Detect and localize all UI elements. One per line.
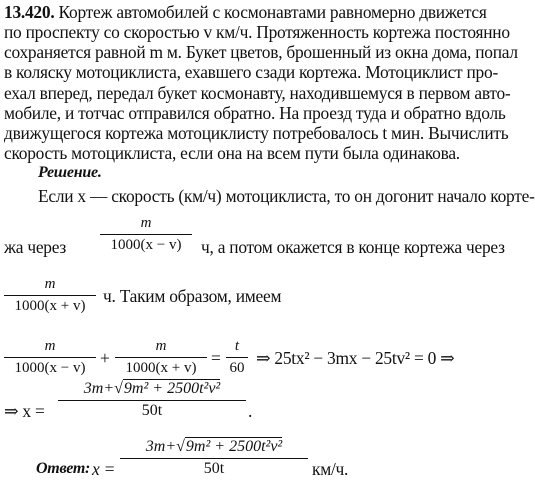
answer-label: Ответ:: [36, 460, 91, 477]
answer-unit: км/ч.: [312, 459, 349, 479]
solution-heading: Решение.: [38, 164, 102, 181]
problem-line-3: сохраняется равной m м. Букет цветов, брошенный из окна дома, попал: [4, 42, 518, 62]
problem-number: 13.420.: [4, 2, 55, 22]
problem-line-6: мобиле, и тотчас отправился обратно. На проезд туда и обратно вдоль: [4, 103, 506, 123]
equation-rhs: ⇒ 25tx² − 3mx − 25tv² = 0 ⇒: [256, 348, 455, 368]
solution-line-2-start: жа через: [4, 237, 67, 257]
plus-sign: +: [100, 348, 110, 368]
problem-line-1: [4, 1, 487, 23]
fraction-denominator: 1000(x + v): [115, 357, 207, 377]
equals-sign: =: [211, 348, 221, 368]
fraction-m-over-x-minus-v: [100, 214, 192, 254]
eq-fraction-1: [4, 337, 96, 377]
sqrt-icon: √: [114, 380, 123, 397]
x-equals: ⇒ x =: [4, 401, 45, 421]
answer-x-equals: x =: [92, 459, 116, 479]
fraction-denominator: 1000(x + v): [4, 295, 96, 315]
problem-line-8: скорость мотоциклиста, если она на всем пути была одинакова.: [4, 143, 460, 163]
answer-fraction: [120, 438, 308, 478]
fraction-denominator: 60: [226, 357, 248, 377]
root-denominator: 50t: [58, 400, 246, 420]
problem-line-5: ехал вперед, передал букет космонавту, находившемуся в первом авто-: [4, 83, 511, 103]
root-numerator: [58, 380, 246, 400]
fraction-numerator: m: [140, 215, 152, 231]
fraction-denominator: 1000(x − v): [4, 357, 96, 377]
answer-denominator: 50t: [120, 458, 308, 478]
problem-line-7: движущегося кортежа мотоциклисту потребовалось t мин. Вычислить: [4, 123, 509, 143]
answer-numerator: [120, 438, 308, 458]
period: .: [248, 401, 253, 421]
eq-fraction-2: [115, 337, 207, 377]
root-fraction: [58, 380, 246, 420]
problem-line-4: в коляску мотоциклиста, ехавшего сзади кортежа. Мотоциклист про-: [4, 62, 498, 82]
solution-line-1: Если x — скорость (км/ч) мотоциклиста, то он догонит начало корте-: [38, 186, 535, 206]
root-numerator-a: 3m+: [83, 380, 115, 397]
solution-line-2-end: ч, а потом окажется в конце кортежа через: [201, 237, 505, 257]
fraction-numerator: m: [155, 338, 167, 354]
solution-line-3-end: ч. Таким образом, имеем: [103, 286, 282, 306]
fraction-m-over-x-plus-v: [4, 275, 96, 315]
problem-text-1: Кортеж автомобилей с космонавтами равномерно движется: [58, 2, 487, 22]
root-radicand: 9m² + 2500t²v²: [123, 380, 221, 397]
fraction-numerator: m: [44, 338, 56, 354]
fraction-numerator: t: [234, 338, 240, 354]
answer-numerator-a: 3m+: [145, 438, 177, 455]
fraction-numerator: m: [44, 276, 56, 292]
answer-radicand: 9m² + 2500t²v²: [185, 438, 283, 455]
sqrt-icon: √: [176, 438, 185, 455]
fraction-denominator: 1000(x − v): [100, 234, 192, 254]
eq-fraction-t-over-60: [226, 337, 248, 377]
problem-line-2: по проспекту со скоростью v км/ч. Протяженность кортежа постоянно: [4, 22, 510, 42]
